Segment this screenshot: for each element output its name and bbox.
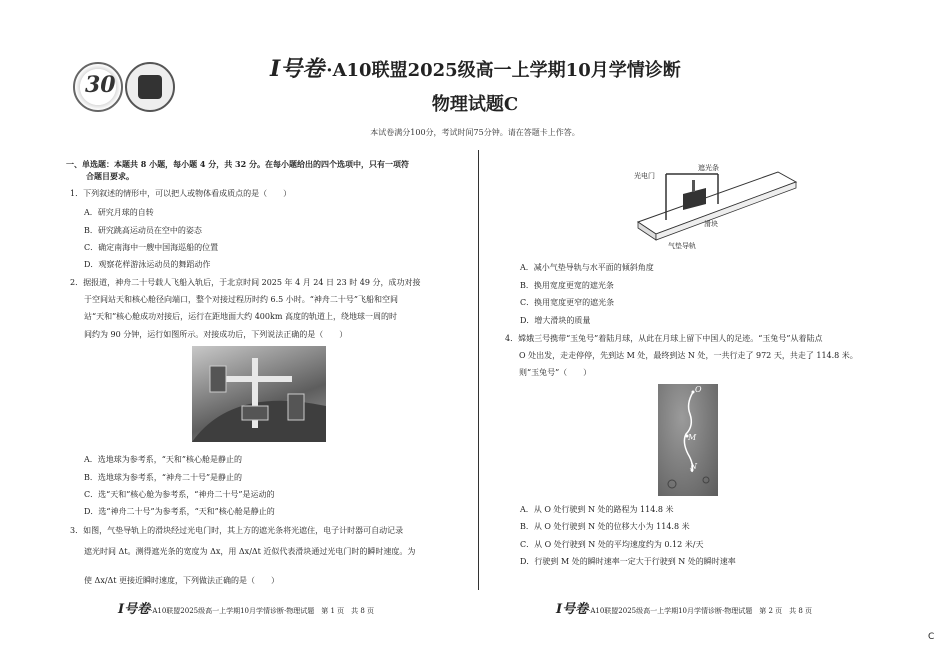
label-strip: 遮光条 [698,164,719,172]
brand-mark: I号卷 [270,56,325,82]
q1-stem: 1．下列叙述的情形中，可以把人或物体看成质点的是（ ） [70,189,292,198]
moon-surface-photo [658,384,718,496]
space-station-photo [192,346,326,442]
exam-note: 本试卷满分100分，考试时间75分钟。请在答题卡上作答。 [370,128,580,137]
q4-option-a: A．从 O 处行驶到 N 处的路程为 114.8 米 [520,505,674,514]
q4-line-3: 则“玉兔号”（ ） [519,368,592,377]
q1-option-d: D．观察花样游泳运动员的舞蹈动作 [84,260,211,269]
q4-option-c: C．从 O 处行驶到 N 处的平均速度约为 0.12 米/天 [520,540,704,549]
q4-option-b: B．从 O 处行驶到 N 处的位移大小为 114.8 米 [520,522,690,531]
q2-option-b: B．选地球为参考系，“神舟二十号”是静止的 [84,473,243,482]
q1-option-c: C．确定南海中一艘中国海巡船的位置 [84,243,219,252]
q3-line-1: 3．如图，气垫导轨上的滑块经过光电门时，其上方的遮光条将光遮住，电子计时器可自动记录 [70,526,404,535]
space-station-illustration [192,346,326,442]
q2-option-d: D．选“神舟二十号”为参考系，“天和”核心舱是静止的 [84,507,275,516]
corner-letter: C [928,632,935,642]
section-title: 一、单选题：本题共 8 小题，每小题 4 分，共 32 分。在每小题给出的四个选项中，只有一项符 [66,159,409,169]
column-divider [478,150,479,590]
q2-option-a: A．选地球为参考系，“天和”核心舱是静止的 [84,455,242,464]
q2-line-3: 站“天和”核心舱成功对接后，运行在距地面大约 400km 高度的轨道上，绕地球一周的时 [84,312,397,321]
q3-line-3: 使 Δx/Δt 更接近瞬时速度，下列做法正确的是（ ） [84,576,280,585]
section-title-cont: 合题目要求。 [86,171,134,181]
label-slider: 滑块 [704,220,718,228]
q1-option-a: A．研究月球的自转 [84,208,154,217]
label-gate: 光电门 [634,172,655,180]
q2-option-c: C．选“天和”核心舱为参考系，“神舟二十号”是运动的 [84,490,275,499]
q3-option-b: B．换用宽度更宽的遮光条 [520,281,614,290]
subject-title: 物理试题C [431,94,519,115]
point-o-label: O [695,385,702,394]
q4-option-d: D．行驶到 M 处的瞬时速率一定大于行驶到 N 处的瞬时速率 [520,557,736,566]
q3-line-2: 遮光时间 Δt。测得遮光条的宽度为 Δx，用 Δx/Δt 近似代表滑块通过光电门时的瞬时速度。为 [84,547,416,556]
q3-option-d: D．增大滑块的质量 [520,316,591,325]
footer-page-1: I号卷·A10联盟2025级高一上学期10月学情诊断·物理试题 第 1 页 共 8 页 [118,602,375,617]
air-track-diagram [628,160,798,260]
q2-line-2: 于空间站天和核心舱径向端口，整个对接过程历时约 6.5 小时。“神舟二十号”飞船和空间 [84,295,398,304]
q4-line-1: 4．嫦娥三号携带“玉兔号”着陆月球，从此在月球上留下中国人的足迹。“玉兔号”从着陆点 [505,334,823,343]
q3-option-a: A．减小气垫导轨与水平面的倾斜角度 [520,263,654,272]
exam-title: I号卷 ·A10联盟2025级高一上学期10月学情诊断 [270,56,681,82]
point-m-label: M [688,433,697,442]
point-n-label: N [690,462,697,471]
q2-line-4: 间约为 90 分钟，运行如图所示。对接成功后，下列说法正确的是（ ） [84,330,348,339]
q4-line-2: O 处出发，走走停停，先到达 M 处，最终到达 N 处，一共行走了 972 天，共走了 114.8 米。 [519,351,858,360]
footer-page-2: I号卷·A10联盟2025级高一上学期10月学情诊断·物理试题 第 2 页 共 8 页 [556,602,813,617]
school-seal-logo: 30 [73,62,123,112]
q3-option-c: C．换用宽度更窄的遮光条 [520,298,615,307]
q2-line-1: 2．据报道，神舟二十号载人飞船入轨后，于北京时间 2025 年 4 月 24 日 23 时 49 分，成功对接 [70,278,421,287]
label-rail: 气垫导轨 [668,242,696,250]
q1-option-b: B．研究跳高运动员在空中的姿态 [84,226,202,235]
